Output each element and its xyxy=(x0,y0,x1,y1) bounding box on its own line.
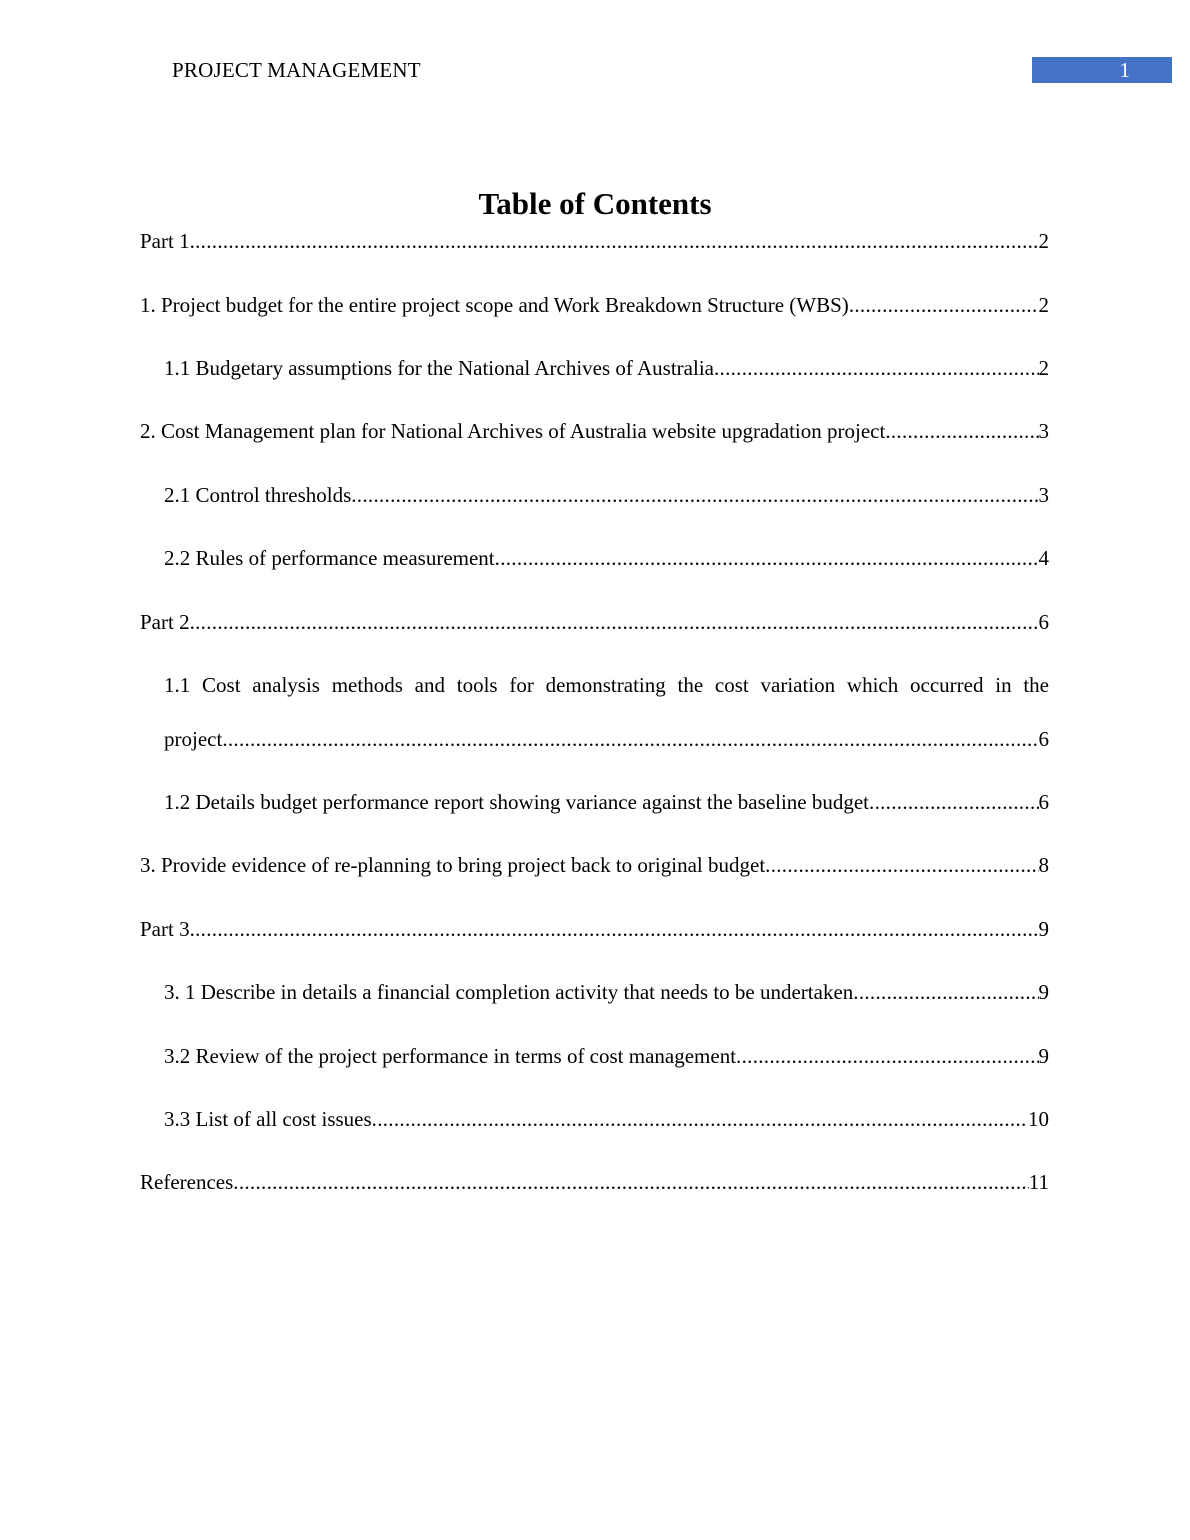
toc-entry-project-budget[interactable] xyxy=(140,291,1049,319)
toc-leader-dots xyxy=(849,291,1039,319)
toc-entry-text: 2. Cost Management plan for National Archives of Australia website upgradation project xyxy=(140,419,886,443)
toc-entry-control-thresholds[interactable] xyxy=(164,481,1049,509)
toc-entry-page: 10 xyxy=(1028,1107,1049,1131)
toc-entry-page: 6 xyxy=(1038,790,1049,814)
toc-entry-text: 3. Provide evidence of re-planning to bring project back to original budget xyxy=(140,853,766,877)
toc-entry-page: 3 xyxy=(1038,419,1049,443)
toc-entry-cost-analysis[interactable] xyxy=(164,725,1049,753)
toc-entry-part-3[interactable] xyxy=(140,915,1049,943)
toc-leader-dots xyxy=(765,851,1038,879)
toc-entry-page: 4 xyxy=(1038,546,1049,570)
toc-entry-text: 1.2 Details budget performance report showing variance against the baseline budget xyxy=(164,790,870,814)
toc-entry-cost-analysis-line1[interactable]: 1.1 Cost analysis methods and tools for demonstrating the cost variation which occurred in the xyxy=(164,673,1049,697)
toc-leader-dots xyxy=(495,544,1039,572)
toc-leader-dots xyxy=(233,1168,1028,1196)
page-number: 1 xyxy=(1119,58,1130,82)
page-number-badge xyxy=(1032,57,1172,83)
toc-leader-dots xyxy=(853,978,1038,1006)
toc-entry-page: 2 xyxy=(1038,293,1049,317)
toc-entry-page: 2 xyxy=(1038,229,1049,253)
toc-leader-dots xyxy=(736,1042,1038,1070)
toc-entry-budget-performance-report[interactable] xyxy=(164,788,1049,816)
toc-entry-page: 11 xyxy=(1028,1170,1049,1194)
toc-entry-page: 9 xyxy=(1038,917,1049,941)
running-header-title: PROJECT MANAGEMENT xyxy=(172,58,421,82)
toc-leader-dots xyxy=(869,788,1038,816)
toc-leader-dots xyxy=(885,417,1038,445)
toc-leader-dots xyxy=(714,354,1039,382)
toc-entry-text: 3.2 Review of the project performance in terms of cost management xyxy=(164,1044,737,1068)
toc-leader-dots xyxy=(190,227,1039,255)
toc-entry-page: 9 xyxy=(1038,1044,1049,1068)
toc-entry-cost-management-plan[interactable] xyxy=(140,417,1049,445)
toc-entry-performance-review[interactable] xyxy=(164,1042,1049,1070)
toc-entry-budgetary-assumptions[interactable] xyxy=(164,354,1049,382)
toc-heading: Table of Contents xyxy=(478,186,712,221)
toc-leader-dots xyxy=(222,725,1038,753)
toc-leader-dots xyxy=(372,1105,1028,1133)
toc-entry-page: 3 xyxy=(1038,483,1049,507)
toc-entry-text: 3. 1 Describe in details a financial completion activity that needs to be undertaken xyxy=(164,980,854,1004)
toc-entry-references[interactable] xyxy=(140,1168,1049,1196)
toc-entry-text: 2.1 Control thresholds xyxy=(164,483,352,507)
toc-entry-text: 2.2 Rules of performance measurement xyxy=(164,546,495,570)
toc-entry-page: 8 xyxy=(1038,853,1049,877)
toc-entry-part-1[interactable] xyxy=(140,227,1049,255)
toc-leader-dots xyxy=(351,481,1038,509)
toc-entry-text: Part 2 xyxy=(140,610,190,634)
toc-entry-text: 1.1 Budgetary assumptions for the National Archives of Australia xyxy=(164,356,714,380)
toc-entry-text: project xyxy=(164,727,223,751)
toc-entry-performance-measurement[interactable] xyxy=(164,544,1049,572)
toc-entry-text: Part 3 xyxy=(140,917,190,941)
toc-entry-text: 1. Project budget for the entire project scope and Work Breakdown Structure (WBS) xyxy=(140,293,849,317)
toc-entry-cost-issues[interactable] xyxy=(164,1105,1049,1133)
toc-entry-page: 6 xyxy=(1038,610,1049,634)
toc-entry-page: 2 xyxy=(1038,356,1049,380)
toc-entry-re-planning[interactable] xyxy=(140,851,1049,879)
toc-entry-text: 3.3 List of all cost issues xyxy=(164,1107,372,1131)
toc-entry-financial-completion[interactable] xyxy=(164,978,1049,1006)
toc-leader-dots xyxy=(190,915,1039,943)
toc-entry-page: 9 xyxy=(1038,980,1049,1004)
toc-leader-dots xyxy=(190,608,1039,636)
toc-entry-text: References xyxy=(140,1170,234,1194)
toc-entry-text: Part 1 xyxy=(140,229,190,253)
toc-entry-part-2[interactable] xyxy=(140,608,1049,636)
toc-entry-page: 6 xyxy=(1038,727,1049,751)
